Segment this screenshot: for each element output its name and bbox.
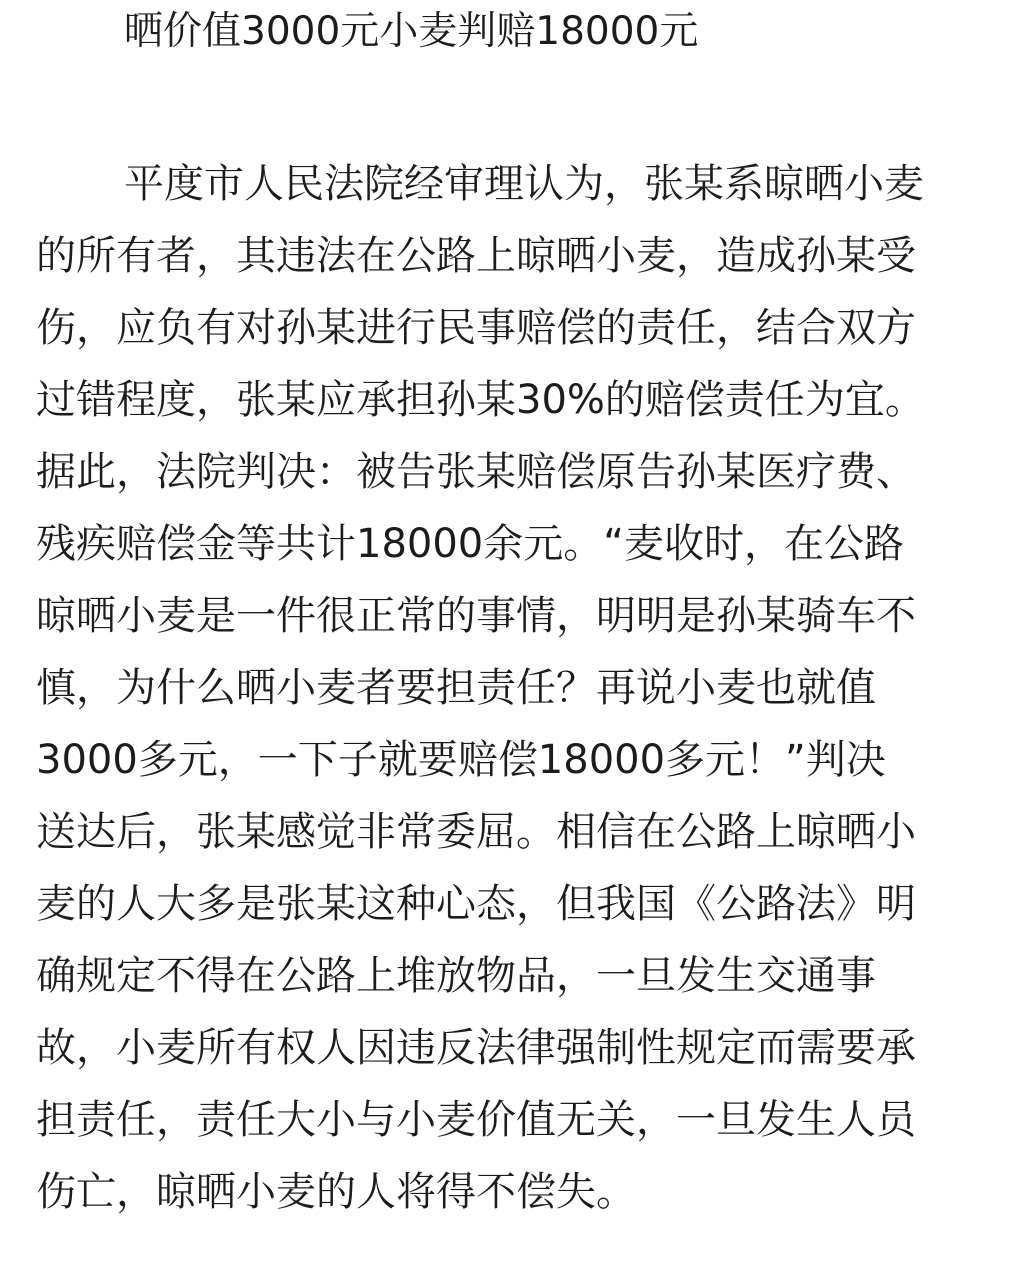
paragraph-line: 故，小麦所有权人因违反法律强制性规定而需要承 <box>36 1025 916 1071</box>
paragraph-line: 平度市人民法院经审理认为，张某系晾晒小麦 <box>124 161 924 207</box>
paragraph-line: 据此，法院判决：被告张某赔偿原告孙某医疗费、 <box>36 449 916 495</box>
paragraph-line: 伤亡，晾晒小麦的人将得不偿失。 <box>36 1169 636 1215</box>
paragraph-line: 送达后，张某感觉非常委屈。相信在公路上晾晒小 <box>36 809 916 855</box>
paragraph-line: 确规定不得在公路上堆放物品，一旦发生交通事 <box>36 953 876 999</box>
paragraph-line: 过错程度，张某应承担孙某30%的赔偿责任为宜。 <box>36 377 925 423</box>
paragraph-line: 慎，为什么晒小麦者要担责任？再说小麦也就值 <box>36 665 876 711</box>
paragraph-line: 的所有者，其违法在公路上晾晒小麦，造成孙某受 <box>36 233 916 279</box>
paragraph-line: 3000多元，一下子就要赔偿18000多元！”判决 <box>36 737 886 783</box>
paragraph-line: 晾晒小麦是一件很正常的事情，明明是孙某骑车不 <box>36 593 916 639</box>
article-paragraph <box>36 148 996 1228</box>
paragraph-line: 残疾赔偿金等共计18000余元。“麦收时，在公路 <box>36 521 904 567</box>
article-subheading: 晒价值3000元小麦判赔18000元 <box>124 9 699 54</box>
paragraph-line: 担责任，责任大小与小麦价值无关，一旦发生人员 <box>36 1097 916 1143</box>
paragraph-line: 伤，应负有对孙某进行民事赔偿的责任，结合双方 <box>36 305 916 351</box>
paragraph-line: 麦的人大多是张某这种心态，但我国《公路法》明 <box>36 881 916 927</box>
